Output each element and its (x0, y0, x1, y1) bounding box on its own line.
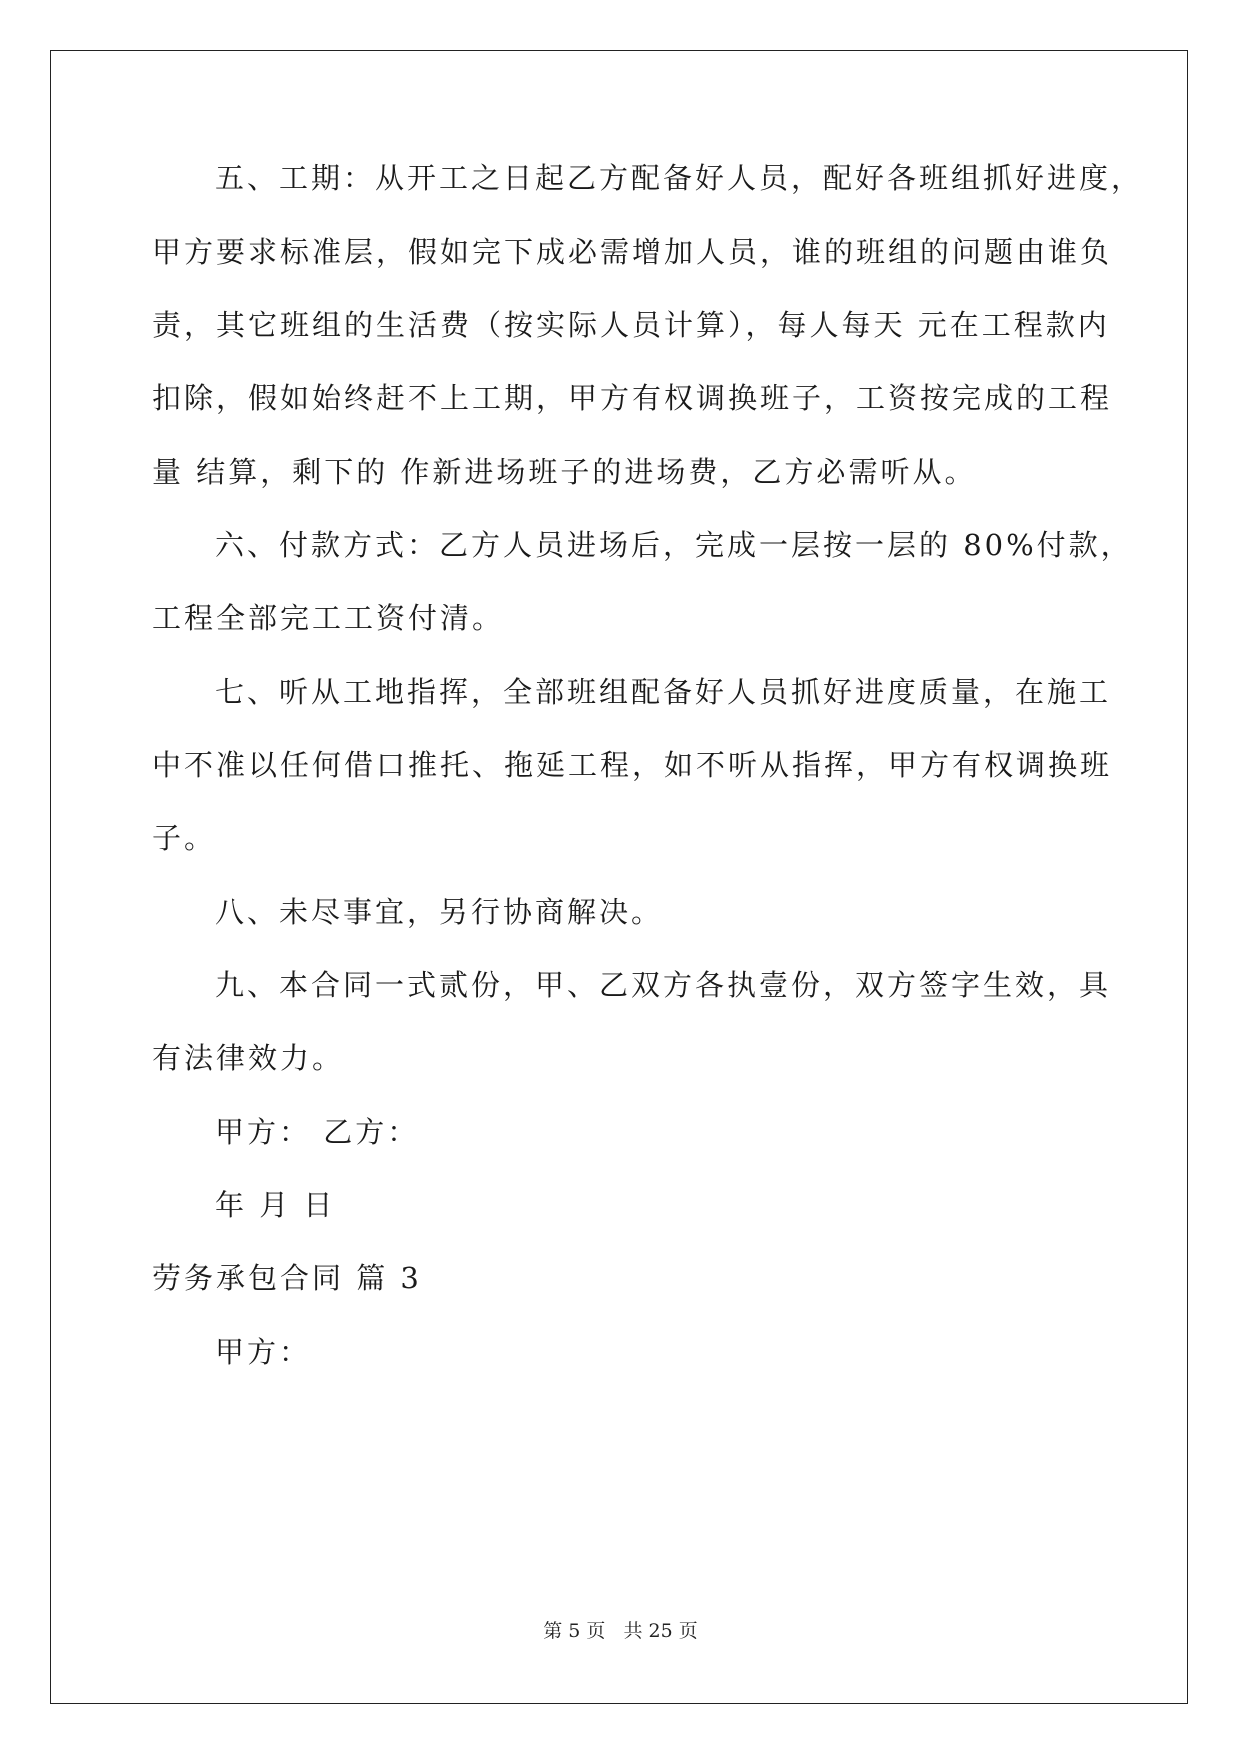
clause-8-line-1: 八、未尽事宜，另行协商解决。 (215, 895, 664, 929)
clause-9-line-2: 有法律效力。 (152, 1041, 345, 1075)
clause-5-line-3: 责，其它班组的生活费（按实际人员计算），每人每天 元在工程款内 (152, 308, 1110, 342)
signature-line: 甲方： 乙方： (215, 1115, 420, 1149)
clause-6-line-2: 工程全部完工工资付清。 (152, 601, 505, 635)
clause-9-line-1: 九、本合同一式贰份，甲、乙双方各执壹份，双方签字生效，具 (215, 968, 1112, 1002)
clause-7-line-2: 中不准以任何借口推托、拖延工程，如不听从指挥，甲方有权调换班 (152, 748, 1113, 782)
page-footer (0, 1616, 1241, 1643)
page-border (50, 50, 1188, 1704)
clause-5-line-2: 甲方要求标准层，假如完下成必需增加人员，谁的班组的问题由谁负 (152, 235, 1113, 269)
clause-7-line-3: 子。 (152, 821, 217, 855)
party-a-label: 甲方： (215, 1335, 312, 1369)
section-heading: 劳务承包合同 篇 3 (152, 1261, 422, 1295)
clause-7-line-1: 七、听从工地指挥，全部班组配备好人员抓好进度质量，在施工 (215, 675, 1112, 709)
clause-5-line-5: 量 结算，剩下的 作新进场班子的进场费，乙方必需听从。 (152, 455, 977, 489)
page-number: 第 5 页 共 25 页 (543, 1620, 698, 1642)
date-line: 年 月 日 (215, 1188, 336, 1222)
clause-5-line-4: 扣除，假如始终赶不上工期，甲方有权调换班子，工资按完成的工程 (152, 381, 1113, 415)
clause-5-line-1: 五、工期：从开工之日起乙方配备好人员，配好各班组抓好进度， (215, 161, 1144, 195)
clause-6-line-1: 六、付款方式：乙方人员进场后，完成一层按一层的 80%付款， (215, 528, 1133, 562)
